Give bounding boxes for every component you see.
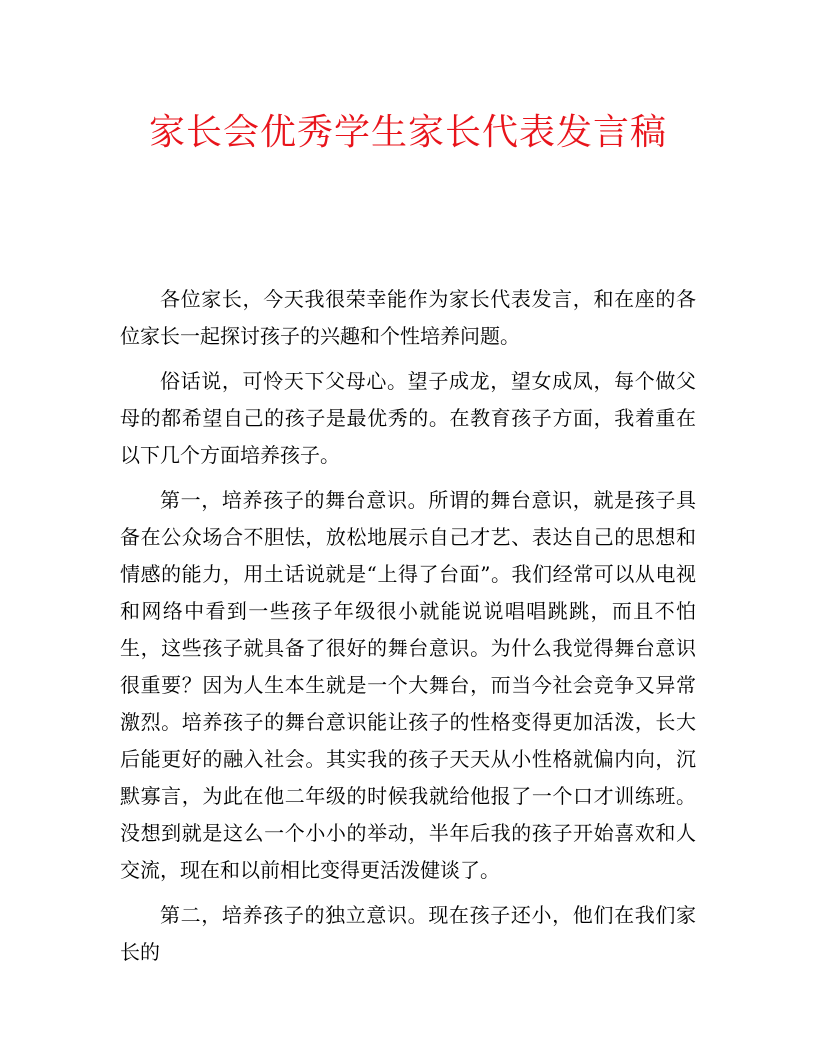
paragraph-3: 第一，培养孩子的舞台意识。所谓的舞台意识，就是孩子具备在公众场合不胆怯，放松地展示自己才艺、表达自己的思想和情感的能力，用土话说就是“上得了台面”。我们经常可以从电视和网络中看到一些孩子年级很小就能说说唱唱跳跳，而且不怕生，这些孩子就具备了很好的舞台意识。为什么我觉得舞台意识很重要？因为人生本生就是一个大舞台，而当今社会竞争又异常激烈。培养孩子的舞台意识能让孩子的性格变得更加活泼，长大后能更好的融入社会。其实我的孩子天天从小性格就偏内向，沉默寡言，为此在他二年级的时候我就给他报了一个口才训练班。没想到就是这么一个小小的举动，半年后我的孩子开始喜欢和人交流，现在和以前相比变得更活泼健谈了。 [120,488,696,882]
paragraph-4: 第二，培养孩子的独立意识。现在孩子还小，他们在我们家长的 [120,903,696,964]
document-body [120,281,696,979]
paragraph-2: 俗话说，可怜天下父母心。望子成龙，望女成凤，每个做父母的都希望自己的孩子是最优秀的。在教育孩子方面，我着重在以下几个方面培养孩子。 [120,369,696,467]
paragraph-1: 各位家长，今天我很荣幸能作为家长代表发言，和在座的各位家长一起探讨孩子的兴趣和个性培养问题。 [120,287,696,348]
document-title: 家长会优秀学生家长代表发言稿 [148,112,667,153]
